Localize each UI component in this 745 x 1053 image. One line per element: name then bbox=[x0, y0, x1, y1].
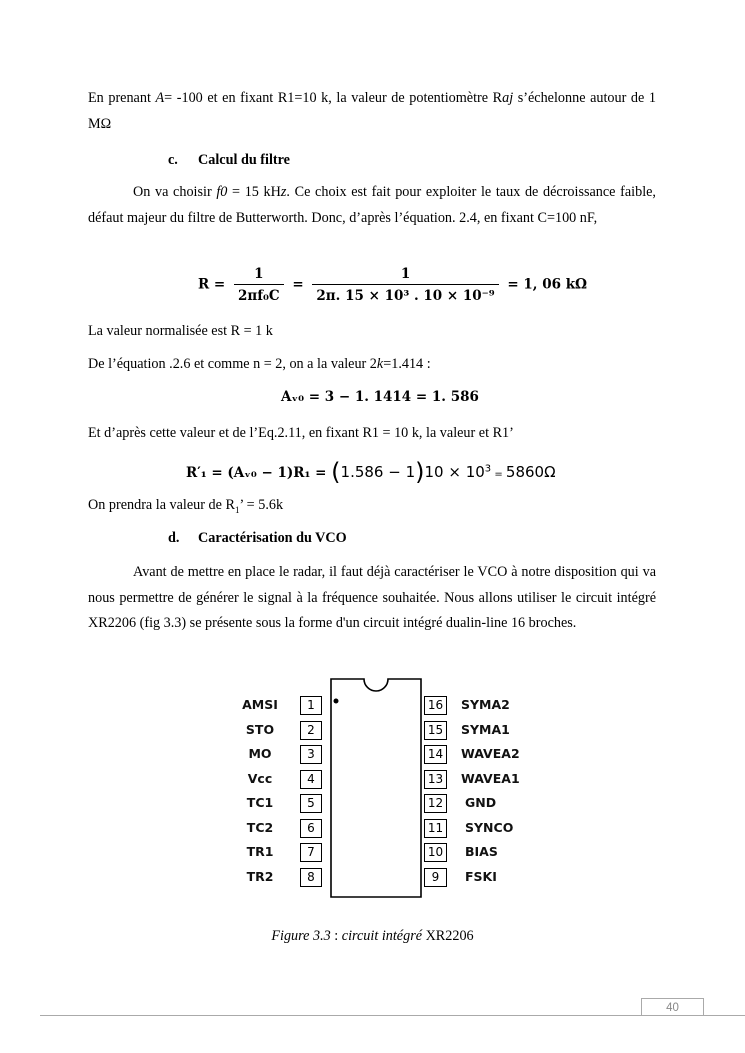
pin-label-mo: MO bbox=[248, 746, 272, 761]
pin-16-box: 16 bbox=[424, 696, 447, 715]
section-heading-vco: d. Caractérisation du VCO bbox=[168, 530, 347, 546]
pin-15-box: 15 bbox=[424, 721, 447, 740]
equation-resistance: R = $\frac{1}{\text{2πf₀C}}$ = $\frac{1}{\text{2π. 15 × 10³ . 10 × 10⁻⁹}}$ = 1, 06 kΩ bbox=[198, 266, 588, 304]
pin-label-tc2: TC2 bbox=[246, 819, 274, 835]
paragraph-vco: Avant de mettre en place le radar, il faut déjà caractériser le VCO à notre disposition qui va nous permettre de générer le signal à la fréquence souhaitée. Nous allons utiliser le circuit intégré XR2206 (fig 3.3) se présente sous la forme d'un circuit intégré dualin-line 16 broches. bbox=[88, 564, 656, 631]
pin-11-box: 11 bbox=[424, 819, 447, 838]
pin-label-sto: STO bbox=[245, 721, 275, 737]
pin-1-box: 1 bbox=[300, 696, 322, 715]
footer-rule bbox=[40, 1015, 745, 1016]
pin-label-vcc: Vcc bbox=[247, 770, 273, 786]
paragraph-filter-choice: On va choisir f0 = 15 kHz. Ce choix est fait pour exploiter le taux de décroissance faible, défaut majeur du filtre de Butterworth. Donc, d’après l’équation. 2.4, en fixant C=100 nF, bbox=[88, 184, 656, 226]
pin-label-tr1: TR1 bbox=[246, 844, 274, 859]
pin-2-box: 2 bbox=[300, 721, 322, 740]
pin-label-gnd: GND bbox=[465, 795, 497, 810]
pin-label-wavea2: WAVEA2 bbox=[461, 746, 520, 761]
fraction-2: $\frac{1}{\text{2π. 15 × 10³ . 10 × 10⁻⁹}}$ bbox=[312, 266, 498, 304]
pin-label-tr2: TR2 bbox=[246, 868, 274, 884]
equation-gain: Aᵥ₀ = 3 − 1. 1414 = 1. 586 bbox=[281, 389, 479, 405]
line-normalized-value: La valeur normalisée est R = 1 k bbox=[88, 323, 273, 339]
pin-label-amsi: AMSI bbox=[242, 697, 278, 712]
line-equation-2-11: Et d’après cette valeur et de l’Eq.2.11, en fixant R1 = 10 k, la valeur et R1’ bbox=[88, 425, 514, 441]
pin1-marker-dot bbox=[334, 699, 339, 704]
equation-r1-prime: R′₁ = (Aᵥ₀ − $1)R_1 = (1.586 - 1)10 \times 10^3 = 5860\Omega$ bbox=[186, 458, 556, 486]
pin-label-syma1: SYMA1 bbox=[461, 721, 510, 737]
pin-label-wavea1: WAVEA1 bbox=[461, 770, 520, 786]
pin-4-box: 4 bbox=[300, 770, 322, 789]
pin-label-synco: SYNCO bbox=[465, 819, 514, 835]
paragraph-potentiometer: En prenant A= -100 et en fixant R1=10 k, la valeur de potentiomètre Raj s’échelonne autour de 1 MΩ bbox=[88, 90, 656, 132]
pin-label-syma2: SYMA2 bbox=[461, 697, 510, 712]
pin-6-box: 6 bbox=[300, 819, 322, 838]
pin-13-box: 13 bbox=[424, 770, 447, 789]
line-equation-2-6: De l’équation .2.6 et comme n = 2, on a la valeur 2k=1.414 : bbox=[88, 356, 431, 372]
pin-7-box: 7 bbox=[300, 843, 322, 862]
pin-5-box: 5 bbox=[300, 794, 322, 813]
pin-8-box: 8 bbox=[300, 868, 322, 887]
line-r1-value: On prendra la valeur de $R_1$’ = 5.6k bbox=[88, 497, 284, 515]
pin-12-box: 12 bbox=[424, 794, 447, 813]
page-number: 40 bbox=[641, 998, 704, 1016]
fraction-1: $\frac{1}{\text{2πf₀C}}$ bbox=[234, 266, 284, 304]
pin-10-box: 10 bbox=[424, 843, 447, 862]
pin-9-box: 9 bbox=[424, 868, 447, 887]
figure-caption: Figure 3.3 : circuit intégré XR2206 bbox=[271, 928, 474, 944]
pin-14-box: 14 bbox=[424, 745, 447, 764]
pin-label-fski: FSKI bbox=[465, 868, 497, 884]
section-heading-filter: c. Calcul du filtre bbox=[168, 152, 290, 168]
pin-label-tc1: TC1 bbox=[246, 795, 274, 810]
pin-3-box: 3 bbox=[300, 745, 322, 764]
pin-label-bias: BIAS bbox=[465, 844, 498, 859]
